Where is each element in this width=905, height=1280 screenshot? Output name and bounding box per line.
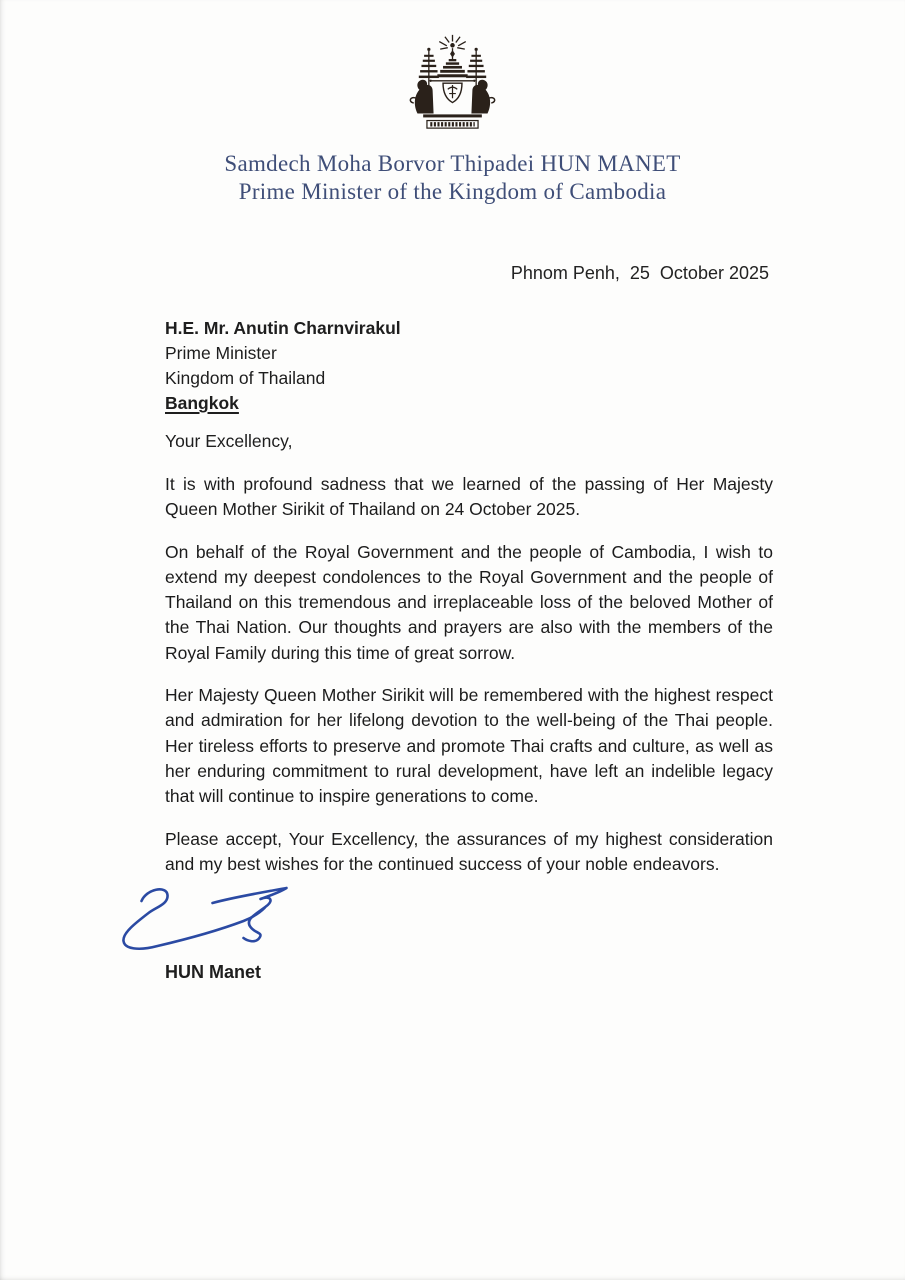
signer-name: HUN Manet	[165, 962, 262, 983]
letterhead-subtitle: Prime Minister of the Kingdom of Cambodia	[238, 179, 667, 204]
cambodia-royal-arms-icon	[404, 33, 501, 139]
recipient-name: H.E. Mr. Anutin Charnvirakul	[165, 318, 401, 338]
recipient-address-block	[165, 316, 773, 416]
letterhead-title: Samdech Moha Borvor Thipadei HUN MANET	[224, 151, 681, 176]
letterhead	[0, 150, 905, 206]
letter-paragraph: It is with profound sadness that we learned of the passing of Her Majesty Queen Mother Sirikit of Thailand on 24 October 2025.	[165, 474, 773, 520]
letter-paragraph: Her Majesty Queen Mother Sirikit will be remembered with the highest respect and admiration for her lifelong devotion to the well-being of the Thai people. Her tireless efforts to preserve and promote Thai crafts and culture, as well as her enduring commitment to rural development, have left an indelible legacy that will continue to inspire generations to come.	[165, 685, 773, 807]
handwritten-signature	[118, 883, 296, 953]
place-and-date: Phnom Penh, 25 October 2025	[510, 263, 769, 283]
letter-paragraph: Please accept, Your Excellency, the assurances of my highest consideration and my best wishes for the continued success of your noble endeavors.	[165, 828, 773, 874]
recipient-title: Prime Minister	[165, 343, 277, 363]
recipient-country: Kingdom of Thailand	[165, 368, 326, 388]
letter-paragraph: On behalf of the Royal Government and the people of Cambodia, I wish to extend my deepest condolences to the Royal Government and the people of Thailand on this tremendous and irreplaceable loss of the beloved Mother of the Thai Nation. Our thoughts and prayers are also with the members of the Royal Family during this time of great sorrow.	[165, 541, 773, 663]
recipient-city: Bangkok	[165, 393, 239, 413]
salutation: Your Excellency,	[165, 431, 293, 451]
